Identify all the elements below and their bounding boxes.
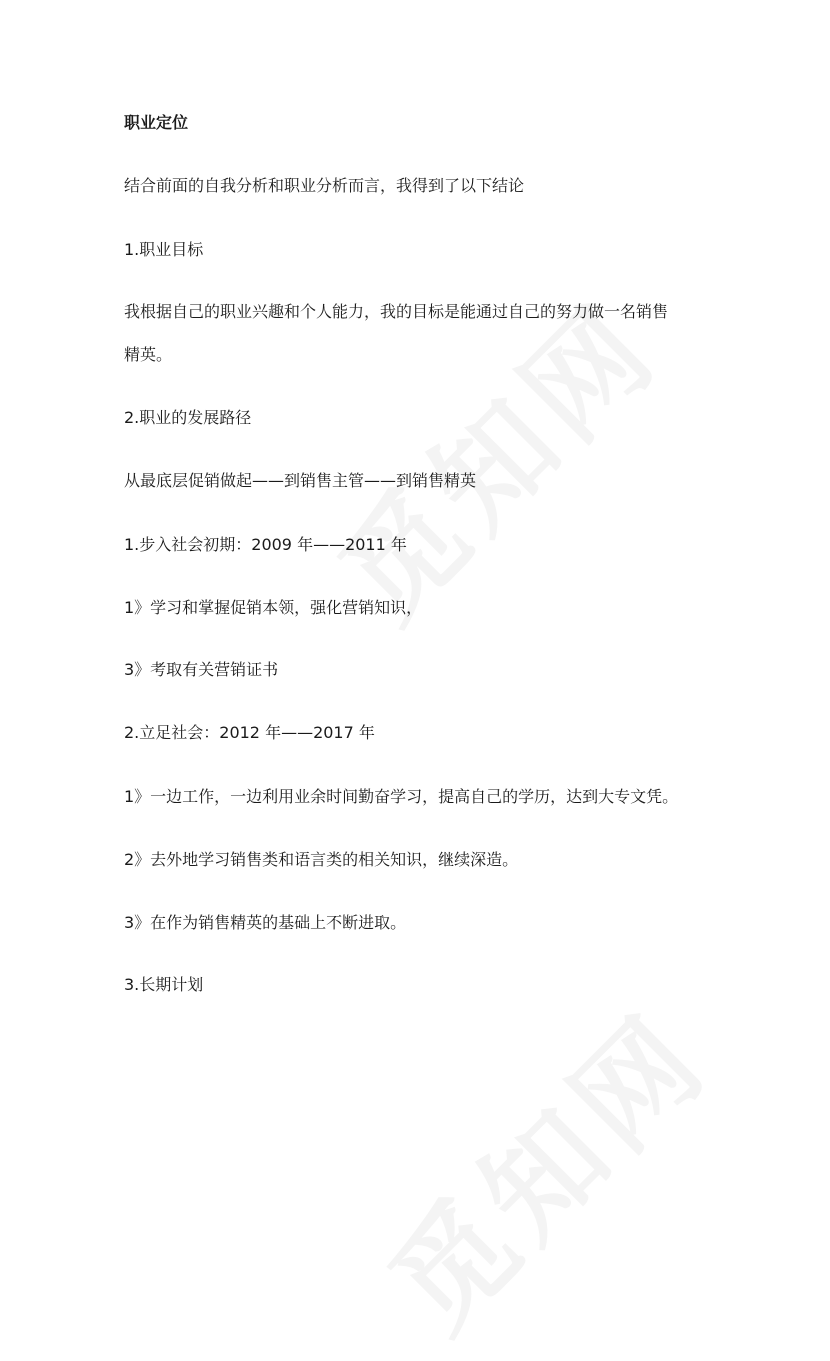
stage1-title: 1.步入社会初期：2009 年——2011 年 — [124, 535, 407, 554]
intro-paragraph: 结合前面的自我分析和职业分析而言，我得到了以下结论 — [124, 176, 525, 195]
watermark — [346, 969, 738, 1361]
career-goal-text-line1: 我根据自己的职业兴趣和个人能力，我的目标是能通过自己的努力做一名销售 — [124, 302, 669, 321]
section-title-career-goal: 1.职业目标 — [124, 240, 204, 259]
page-title: 职业定位 — [124, 113, 189, 132]
stage2-item-1: 1》一边工作，一边利用业余时间勤奋学习，提高自己的学历，达到大专文凭。 — [124, 787, 679, 806]
stage2-item-3: 3》在作为销售精英的基础上不断进取。 — [124, 913, 407, 932]
development-path-text: 从最底层促销做起——到销售主管——到销售精英 — [124, 471, 477, 490]
section-title-development-path: 2.职业的发展路径 — [124, 408, 252, 427]
stage2-item-2: 2》去外地学习销售类和语言类的相关知识，继续深造。 — [124, 850, 519, 869]
stage1-item-3: 3》考取有关营销证书 — [124, 660, 279, 679]
stage1-item-1: 1》学习和掌握促销本领，强化营销知识， — [124, 598, 423, 617]
career-goal-text-line2: 精英。 — [124, 345, 173, 364]
section-title-long-term-plan: 3.长期计划 — [124, 975, 204, 994]
stage2-title: 2.立足社会：2012 年——2017 年 — [124, 723, 375, 742]
